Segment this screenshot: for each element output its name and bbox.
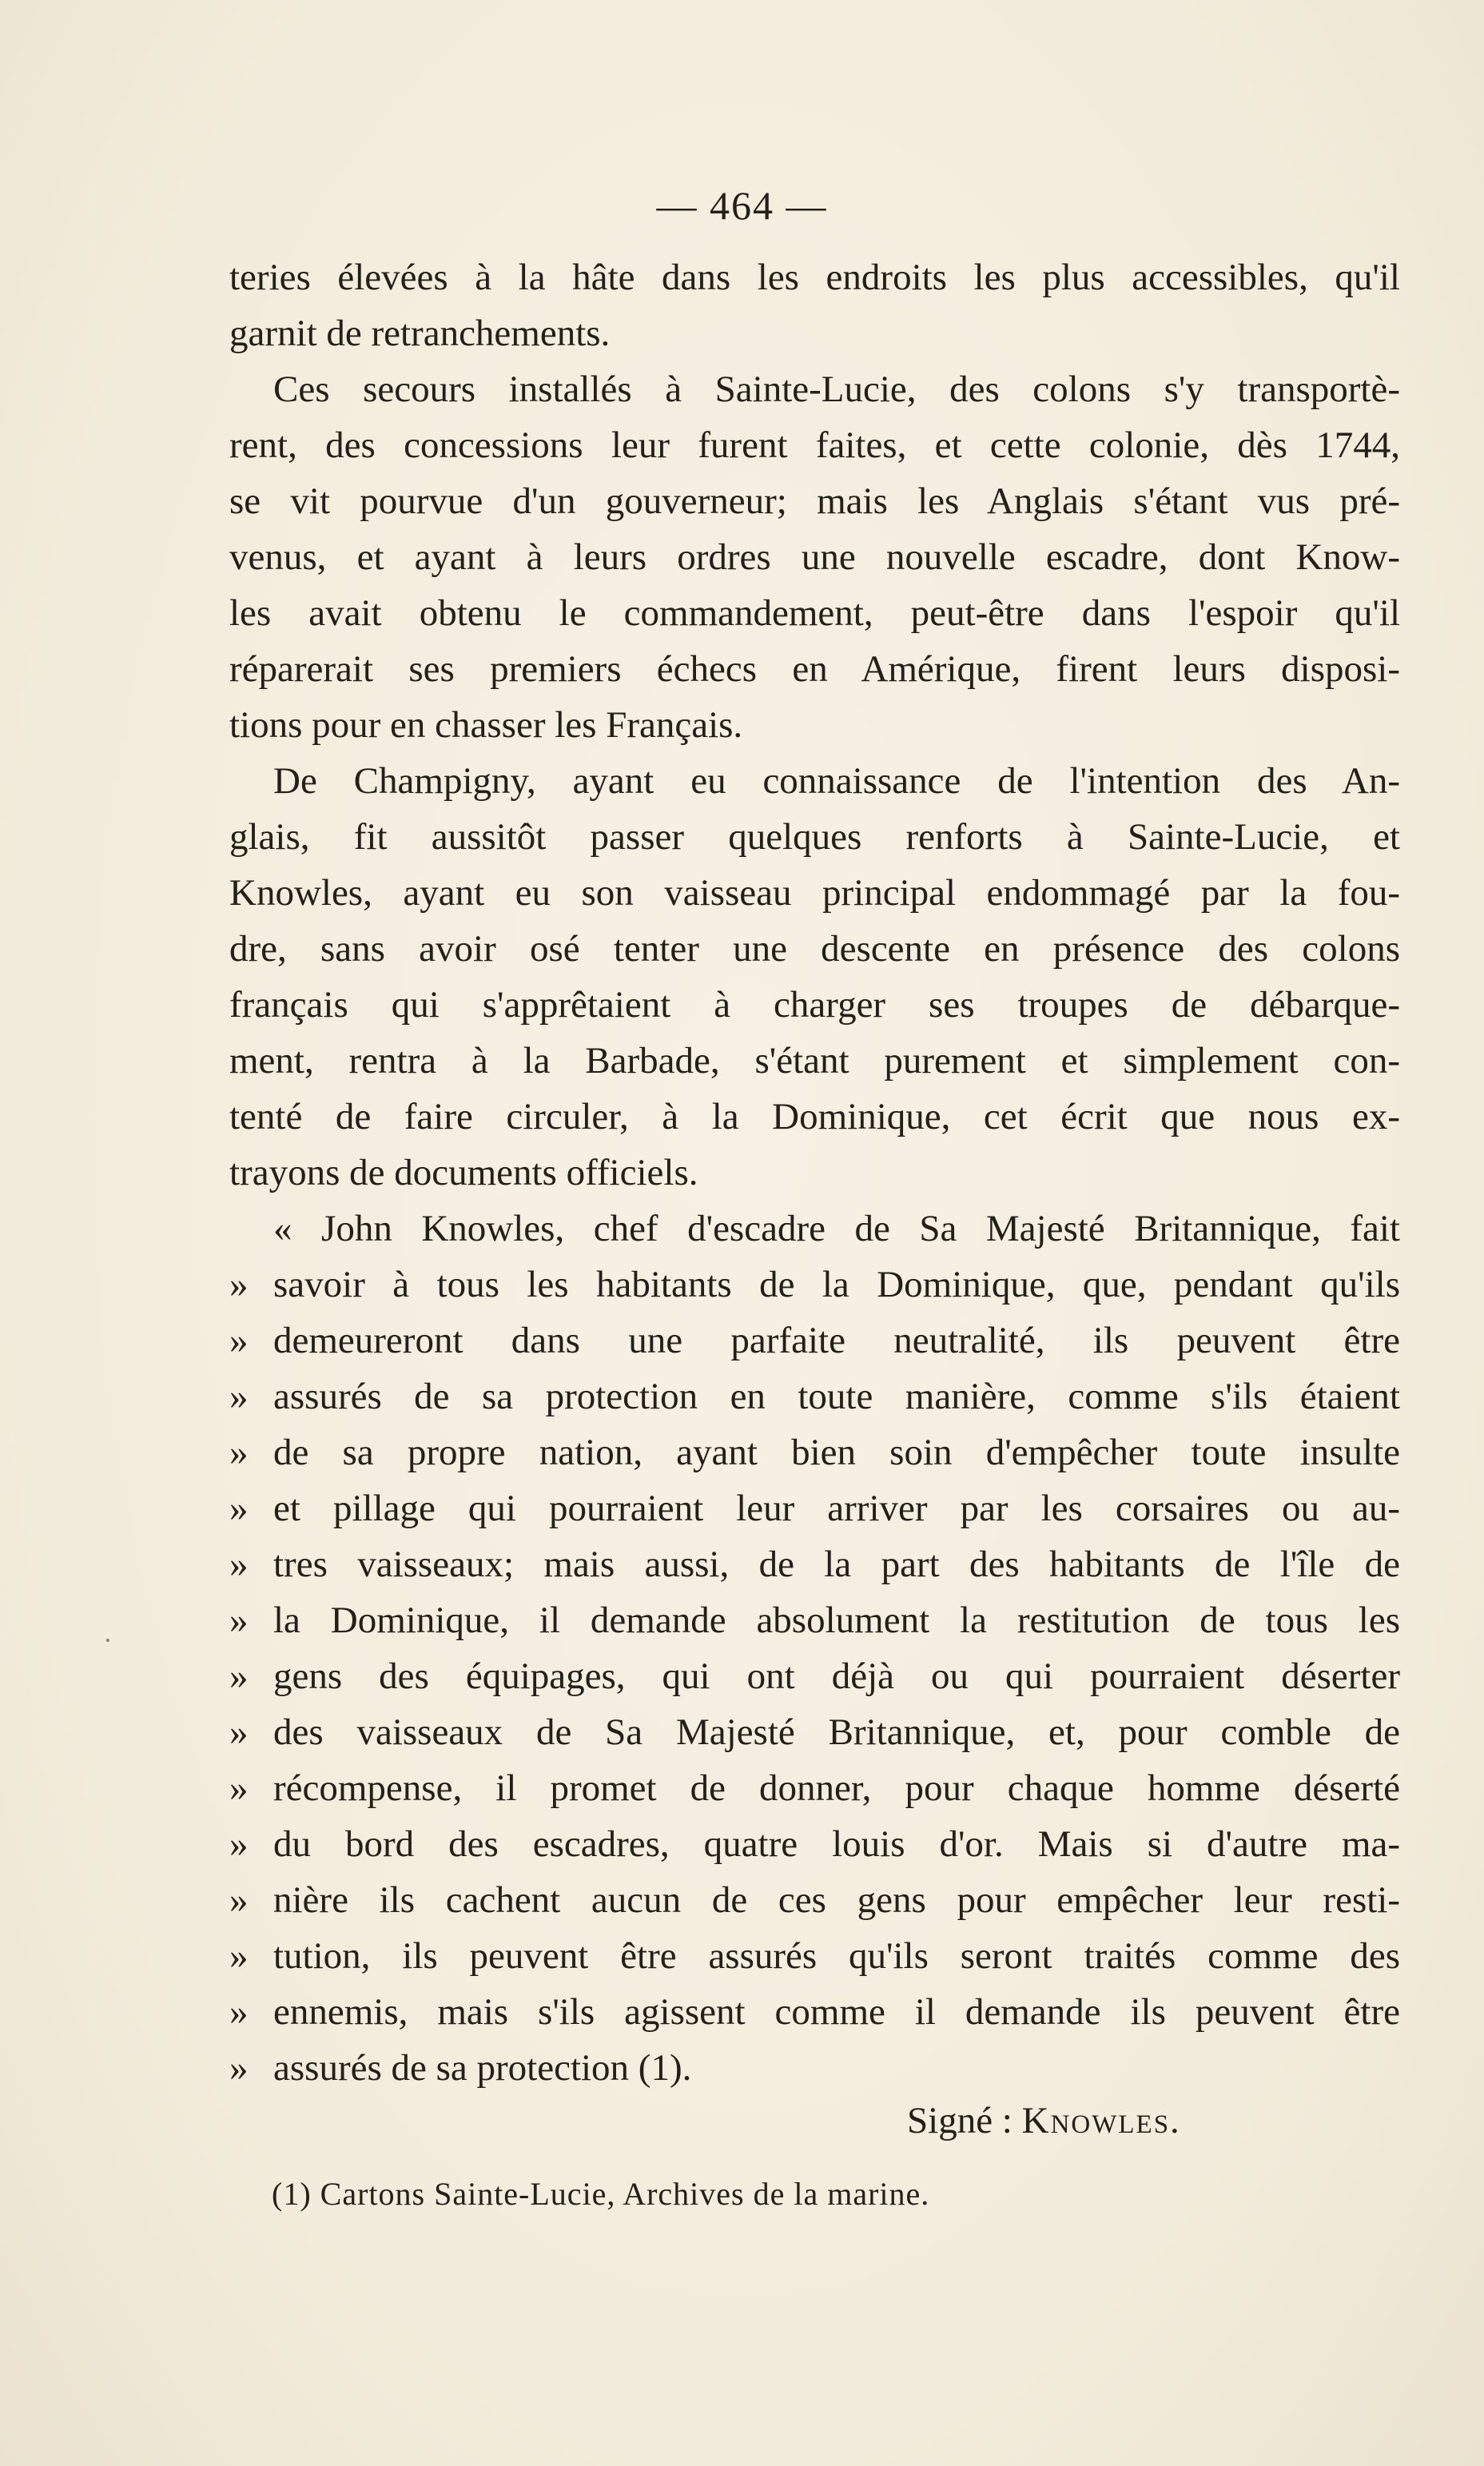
quote-line — [229, 1592, 1400, 1648]
quote-line — [229, 1648, 1400, 1704]
text-line: français qui s'apprêtaient à charger ses troupes de débarque- — [229, 984, 1400, 1026]
quote-mark: » — [229, 1879, 249, 1921]
quote-mark: » — [229, 1264, 249, 1305]
quote-line — [229, 1536, 1400, 1592]
text-line: tions pour en chasser les Français. — [229, 704, 743, 746]
quote-line — [229, 2040, 1400, 2096]
text-line: glais, fit aussitôt passer quelques renforts à Sainte-Lucie, et — [229, 816, 1400, 858]
quote-mark: » — [229, 1935, 249, 1977]
text-line: les avait obtenu le commandement, peut-être dans l'espoir qu'il — [229, 592, 1400, 634]
quote-text: de sa propre nation, ayant bien soin d'empêcher toute insulte — [273, 1432, 1400, 1473]
signature-name: Knowles. — [1021, 2100, 1181, 2141]
text-line: rent, des concessions leur furent faites, et cette colonie, dès 1744, — [229, 424, 1400, 466]
quote-line — [229, 1424, 1400, 1480]
quote-first-line: « John Knowles, chef d'escadre de Sa Majesté Britannique, fait — [273, 1208, 1400, 1249]
quote-mark: » — [229, 2047, 249, 2089]
quote-mark: » — [229, 1991, 249, 2033]
quote-mark: » — [229, 1432, 249, 1473]
quote-text: récompense, il promet de donner, pour chaque homme déserté — [273, 1767, 1400, 1809]
quote-mark: » — [229, 1711, 249, 1753]
quote-text: la Dominique, il demande absolument la restitution de tous les — [273, 1600, 1400, 1641]
quote-text: demeureront dans une parfaite neutralité, ils peuvent être — [273, 1320, 1400, 1361]
quote-text: savoir à tous les habitants de la Dominique, que, pendant qu'ils — [273, 1264, 1400, 1305]
quote-line — [229, 1480, 1400, 1536]
quote-line — [229, 1313, 1400, 1368]
quote-mark: » — [229, 1823, 249, 1865]
quote-line — [229, 1760, 1400, 1816]
page-number: — 464 — — [656, 183, 828, 228]
quote-text: des vaisseaux de Sa Majesté Britannique, et, pour comble de — [273, 1711, 1400, 1753]
text-line: Knowles, ayant eu son vaisseau principal endommagé par la fou- — [229, 872, 1400, 914]
quote-line — [229, 1928, 1400, 1984]
quote-line — [229, 1368, 1400, 1424]
quote-text: assurés de sa protection (1). — [273, 2047, 692, 2089]
signature — [907, 2093, 1181, 2149]
text-line: ment, rentra à la Barbade, s'étant purement et simplement con- — [229, 1040, 1400, 1082]
quote-text: ennemis, mais s'ils agissent comme il demande ils peuvent être — [273, 1991, 1400, 2033]
text-line: tenté de faire circuler, à la Dominique, cet écrit que nous ex- — [229, 1096, 1400, 1137]
text-line: trayons de documents officiels. — [229, 1152, 698, 1193]
quote-text: nière ils cachent aucun de ces gens pour empêcher leur resti- — [273, 1879, 1400, 1921]
quote-line — [229, 1257, 1400, 1313]
quote-text: du bord des escadres, quatre louis d'or. Mais si d'autre ma- — [273, 1823, 1400, 1865]
quote-mark: » — [229, 1320, 249, 1361]
text-line: dre, sans avoir osé tenter une descente en présence des colons — [229, 928, 1400, 970]
text-line: se vit pourvue d'un gouverneur; mais les Anglais s'étant vus pré- — [229, 480, 1400, 522]
text-line: De Champigny, ayant eu connaissance de l'intention des An- — [273, 760, 1400, 802]
quote-mark: » — [229, 1655, 249, 1697]
quote-text: et pillage qui pourraient leur arriver par les corsaires ou au- — [273, 1488, 1400, 1529]
quote-text: tres vaisseaux; mais aussi, de la part des habitants de l'île de — [273, 1544, 1400, 1585]
quote-mark: » — [229, 1544, 249, 1585]
quote-mark: » — [229, 1600, 249, 1641]
footnote: (1) Cartons Sainte-Lucie, Archives de la marine. — [272, 2176, 930, 2212]
quote-text: tution, ils peuvent être assurés qu'ils seront traités comme des — [273, 1935, 1400, 1977]
paper-speck — [106, 1639, 109, 1642]
quote-line — [229, 1984, 1400, 2040]
quote-line — [229, 1872, 1400, 1928]
quote-mark: » — [229, 1488, 249, 1529]
quote-mark: » — [229, 1767, 249, 1809]
quote-text: gens des équipages, qui ont déjà ou qui pourraient déserter — [273, 1655, 1400, 1697]
signature-prefix: Signé : — [907, 2100, 1013, 2141]
quote-line — [229, 1704, 1400, 1760]
quote-text: assurés de sa protection en toute manière, comme s'ils étaient — [273, 1376, 1400, 1417]
text-line: réparerait ses premiers échecs en Amérique, firent leurs disposi- — [229, 648, 1400, 690]
text-line: teries élevées à la hâte dans les endroits les plus accessibles, qu'il — [229, 257, 1400, 298]
text-line: Ces secours installés à Sainte-Lucie, des colons s'y transportè- — [273, 369, 1400, 410]
quote-mark: » — [229, 1376, 249, 1417]
text-line: garnit de retranchements. — [229, 313, 611, 354]
quote-line — [229, 1816, 1400, 1872]
text-line: venus, et ayant à leurs ordres une nouvelle escadre, dont Know- — [229, 536, 1400, 578]
